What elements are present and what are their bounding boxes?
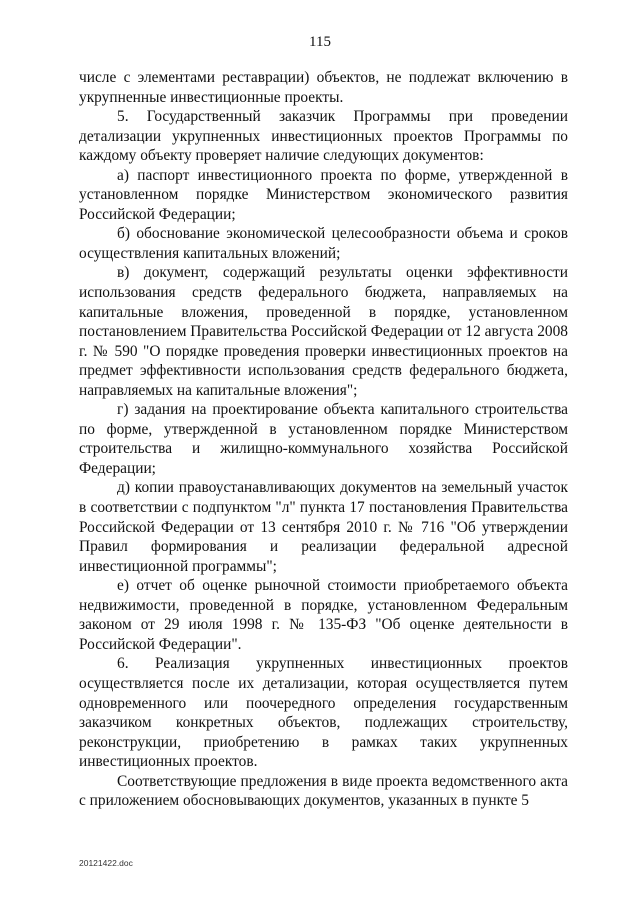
page-number: 115 — [309, 34, 331, 50]
paragraph-continuation: числе с элементами реставрации) объектов, не подлежат включению в укрупненные инвестиционные проекты. — [79, 69, 568, 106]
paragraph-subitem-e: е) отчет об оценке рыночной стоимости приобретаемого объекта недвижимости, проведенной в порядке, установленном Федеральным законом от 29 июля 1998 г. № 135-ФЗ "Об оценке деятельности в Российской Федерации". — [79, 577, 568, 653]
paragraph-item-5: 5. Государственный заказчик Программы при проведении детализации укрупненных инвестиционных проектов Программы по каждому объекту проверяет наличие следующих документов: — [79, 108, 568, 165]
paragraph-subitem-b: б) обоснование экономической целесообразности объема и сроков осуществления капитальных вложений; — [79, 225, 568, 262]
paragraph-subitem-g: г) задания на проектирование объекта капитального строительства по форме, утвержденной в установленном порядке Министерством строительства и жилищно-коммунального хозяйства Российской Федерации; — [79, 401, 568, 477]
paragraph-subitem-d: д) копии правоустанавливающих документов на земельный участок в соответствии с подпунктом "л" пункта 17 постановления Правительства Российской Федерации от 13 сентября 2010 г. № 716 "Об утверждении Правил формирования и реализации федеральной адресной инвестиционной программы"; — [79, 479, 568, 575]
file-name-footer: 20121422.doc — [79, 858, 133, 868]
document-body — [79, 68, 568, 811]
paragraph-subitem-v: в) документ, содержащий результаты оценки эффективности использования средств федерального бюджета, направляемых на капитальные вложения, проведенной в порядке, установленном постановлением Правительства Российской Федерации от 12 августа 2008 г. № 590 "О порядке проведения проверки инвестиционных проектов на предмет эффективности использования средств федерального бюджета, направляемых на капитальные вложения"; — [79, 264, 568, 399]
paragraph-proposals: Соответствующие предложения в виде проекта ведомственного акта с приложением обосновывающих документов, указанных в пункте 5 — [79, 772, 568, 810]
paragraph-subitem-a: а) паспорт инвестиционного проекта по форме, утвержденной в установленном порядке Министерством экономического развития Российской Федерации; — [79, 166, 568, 223]
paragraph-item-6: 6. Реализация укрупненных инвестиционных проектов осуществляется после их детализации, которая осуществляется путем одновременного или поочередного определения государственным заказчиком конкретных объектов, подлежащих строительству, реконструкции, приобретению в рамках таких укрупненных инвестиционных проектов. — [79, 655, 568, 771]
